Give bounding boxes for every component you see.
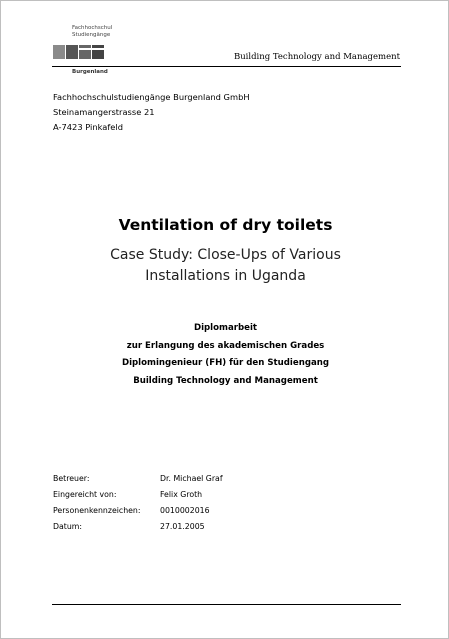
thesis-description xyxy=(1,320,449,390)
logo-mark-line xyxy=(79,48,104,50)
subtitle-line: Case Study: Close-Ups of Various xyxy=(110,247,341,263)
address-block xyxy=(53,90,250,135)
thesis-line: Diplomarbeit xyxy=(193,323,258,333)
detail-value: 0010002016 xyxy=(160,506,210,515)
address-line: A-7423 Pinkafeld xyxy=(53,122,123,132)
subtitle-line: Installations in Uganda xyxy=(145,268,306,284)
thesis-line: Building Technology and Management xyxy=(133,375,318,386)
thesis-line: Diplomingenieur (FH) für den Studiengang xyxy=(121,358,330,368)
address-line: Fachhochschulstudiengänge Burgenland GmbH xyxy=(53,92,250,102)
detail-label: Eingereicht von: xyxy=(53,490,117,499)
institution-logo xyxy=(52,25,114,79)
document-subtitle xyxy=(61,245,390,287)
thesis-line: zur Erlangung des akademischen Grades xyxy=(126,340,325,351)
detail-label: Personenkennzeichen: xyxy=(53,506,141,515)
document-title: Ventilation of dry toilets xyxy=(118,216,333,234)
logo-block xyxy=(66,45,78,59)
detail-label: Betreuer: xyxy=(53,474,90,483)
detail-value: Dr. Michael Graf xyxy=(160,474,223,483)
footer-divider xyxy=(52,604,401,605)
logo-institution-text: Fachhochschul Studiengänge xyxy=(72,25,113,38)
address-line: Steinamangerstrasse 21 xyxy=(53,107,155,117)
detail-value: 27.01.2005 xyxy=(160,522,205,531)
header-divider xyxy=(52,66,401,67)
detail-value: Felix Groth xyxy=(160,490,203,499)
logo-block xyxy=(53,45,65,59)
logo-region-text: Burgenland xyxy=(72,69,108,75)
header-title: Building Technology and Management xyxy=(233,52,400,62)
detail-label: Datum: xyxy=(53,522,83,531)
